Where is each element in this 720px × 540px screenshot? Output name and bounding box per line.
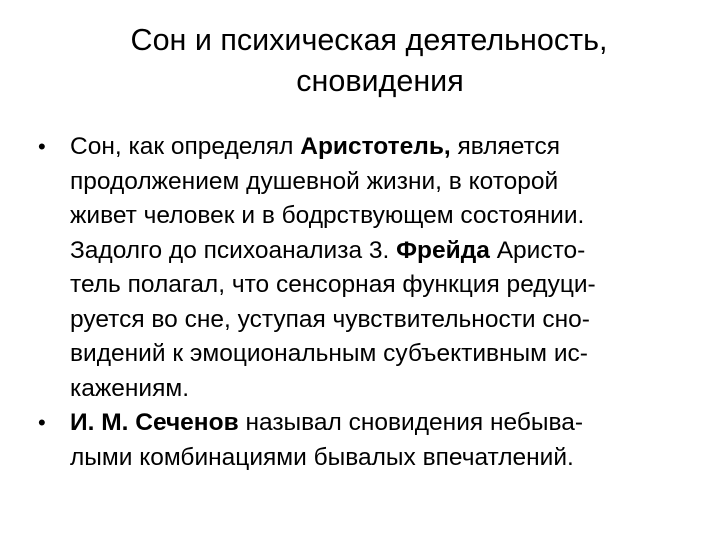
bullet-item: [0, 406, 720, 475]
bullet-line: [70, 337, 720, 372]
text-run: продолжением душевной жизни, в которой: [70, 167, 559, 195]
bullet-line: [70, 303, 720, 338]
bullet-list: [0, 130, 720, 475]
bullet-line: [70, 130, 720, 165]
bullet-line: [70, 406, 720, 441]
text-run: кажениям.: [70, 374, 190, 402]
text-run: видений к эмоциональным субъективным ис-: [70, 340, 588, 367]
bullet-line: [70, 234, 720, 269]
text-run: называл сновидения небыва-: [238, 409, 584, 436]
bold-text: Аристотель,: [300, 133, 451, 160]
text-run: живет человек и в бодрствующем состоянии.: [70, 202, 585, 229]
bullet-marker: •: [38, 134, 46, 159]
text-run: тель полагал, что сенсорная функция редуци-: [70, 271, 596, 298]
slide-title: [60, 20, 660, 102]
text-run: руется во сне, уступая чувствительности сно-: [70, 305, 590, 333]
bold-text: Фрейда: [396, 236, 490, 264]
text-run: является: [450, 133, 561, 160]
bullet-line: [70, 268, 720, 303]
bullet-line: [70, 372, 720, 407]
text-run: лыми комбинациями бывалых впечатлений.: [70, 443, 574, 471]
title-line-2: сновидения: [296, 64, 464, 98]
bullet-line: [70, 441, 720, 476]
title-line-1: Сон и психическая деятельность,: [130, 23, 608, 57]
bullet-marker: •: [38, 410, 46, 435]
text-run: Задолго до психоанализа 3.: [70, 236, 397, 264]
text-run: Сон, как определял: [70, 133, 301, 160]
text-run: Аристо-: [489, 236, 586, 264]
bold-text: И. М. Сеченов: [70, 409, 239, 436]
bullet-line: [70, 165, 720, 200]
bullet-line: [70, 199, 720, 234]
bullet-item: [0, 130, 720, 406]
